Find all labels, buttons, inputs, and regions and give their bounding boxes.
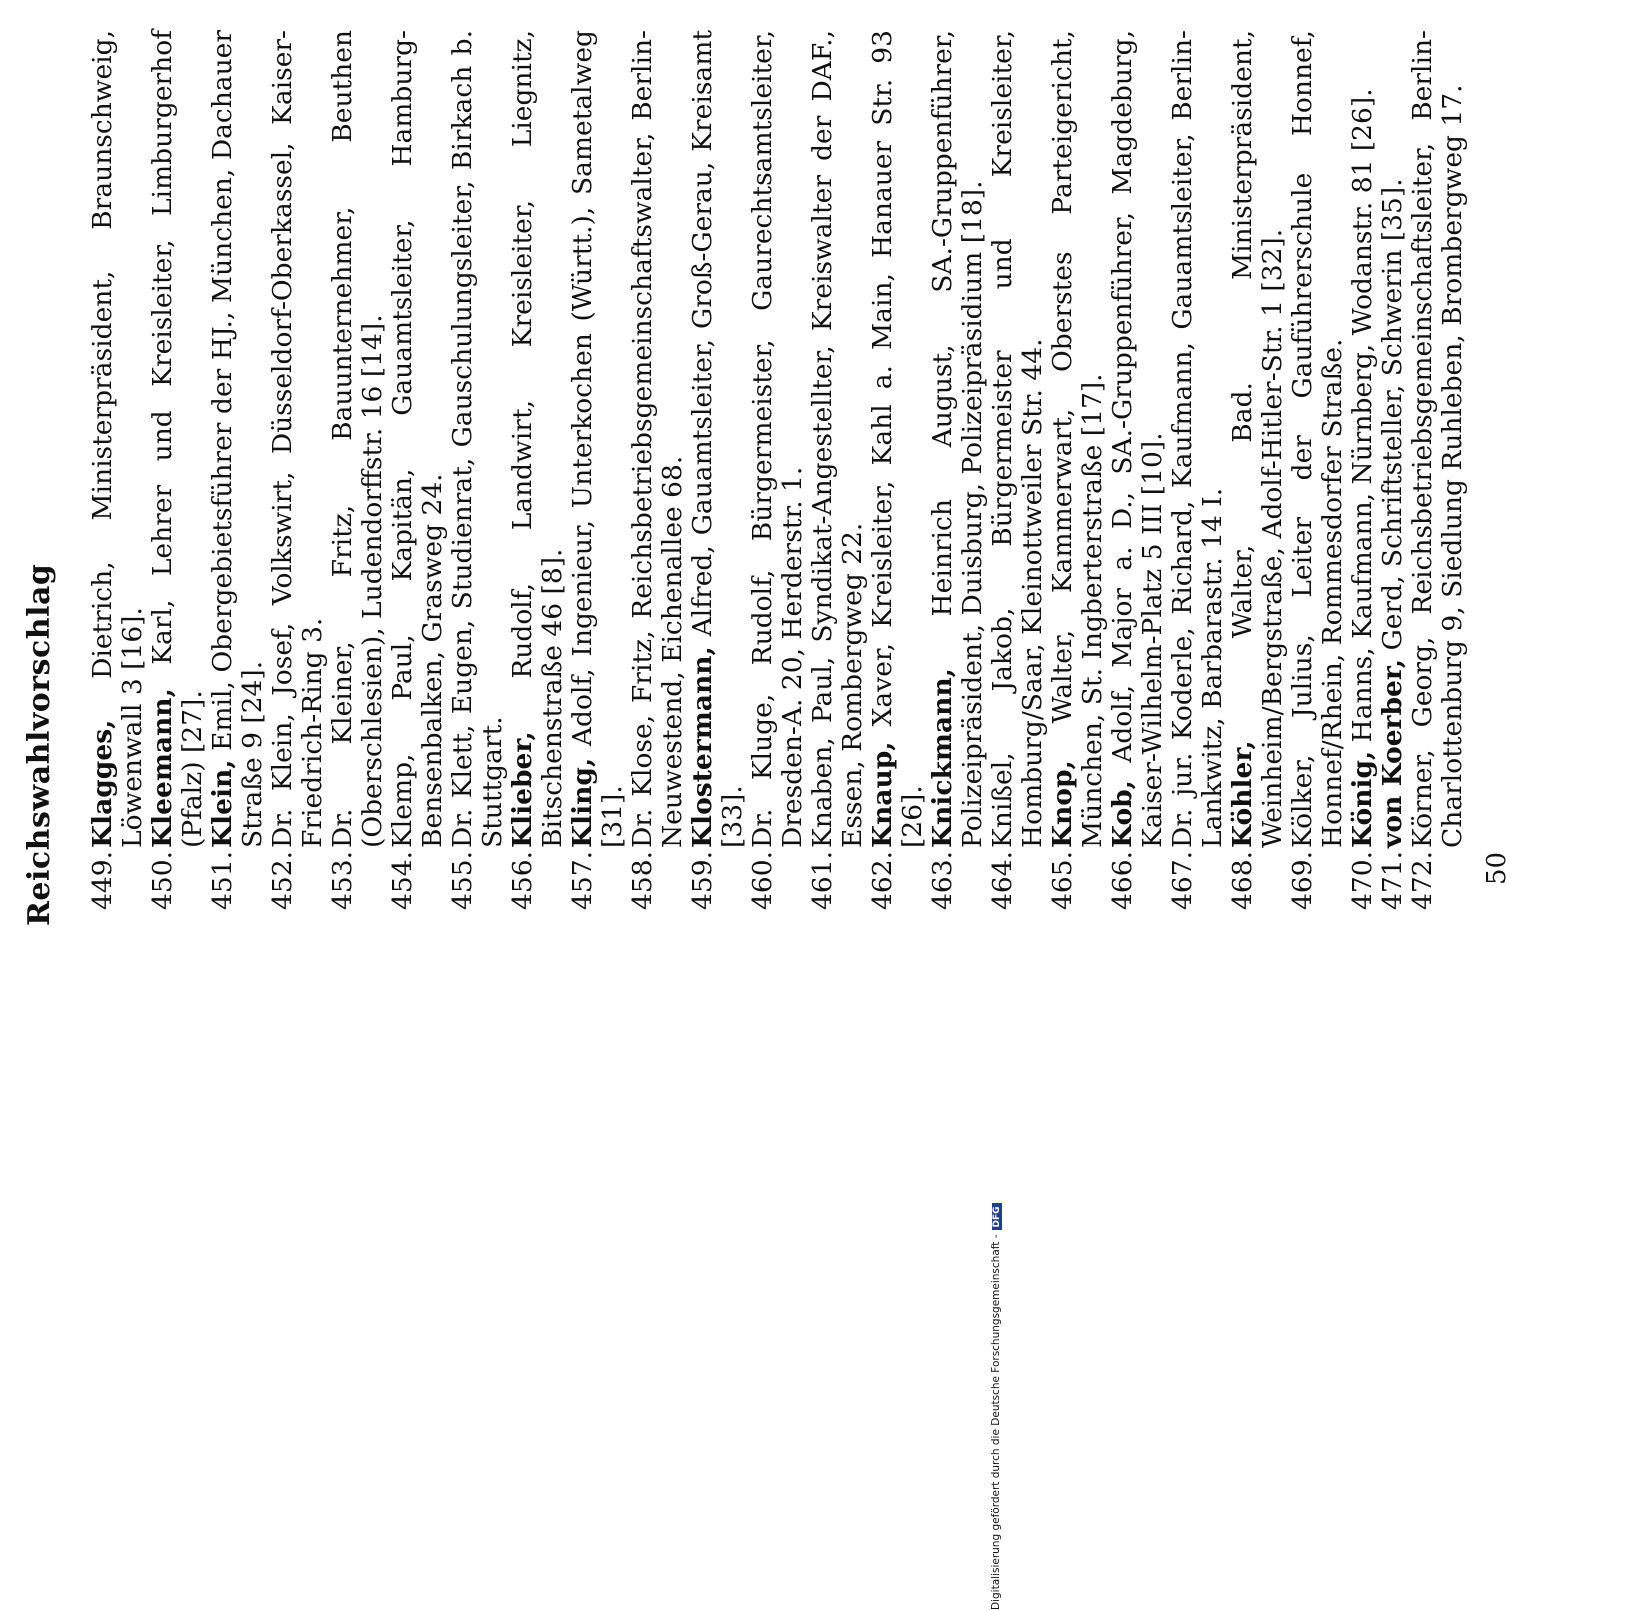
list-item xyxy=(208,30,268,910)
list-item xyxy=(1348,30,1378,910)
list-item xyxy=(748,30,808,910)
entry-text xyxy=(1378,30,1408,848)
list-item xyxy=(448,30,508,910)
entry-text xyxy=(208,30,268,848)
entry-details: Dr. Klett, Eugen, Studienrat, Gauschulungsleiter, Birkach b. Stuttgart. xyxy=(447,30,508,848)
entry-text xyxy=(1348,30,1378,848)
entry-number: 467. xyxy=(1167,850,1198,910)
entry-details: Dr. Kluge, Rudolf, Bürgermeister, Gaurechtsamtsleiter, Dresden-A. 20, Herderstr. 1. xyxy=(747,30,808,848)
page-heading: Reichswahlvorschlag xyxy=(22,563,57,926)
credit-text: Digitalisierung gefördert durch die Deutsche Forschungsgemeinschaft - xyxy=(990,1234,1002,1610)
entry-text xyxy=(1168,30,1228,848)
list-item xyxy=(268,30,328,910)
entry-number: 465. xyxy=(1047,850,1078,910)
entry-details: Dr. Klein, Josef, Volkswirt, Düsseldorf-Oberkassel, Kaiser-Friedrich-Ring 3. xyxy=(267,30,328,848)
entry-text xyxy=(808,30,868,848)
list-item xyxy=(568,30,628,910)
list-item xyxy=(928,30,988,910)
entry-name: König, xyxy=(1347,750,1378,848)
page-number: 50 xyxy=(1482,851,1512,885)
entry-name: Knickmann, xyxy=(927,668,958,848)
entry-text xyxy=(448,30,508,848)
entry-number: 453. xyxy=(327,850,358,910)
list-item xyxy=(1228,30,1288,910)
list-item xyxy=(808,30,868,910)
entry-details: Karl, Lehrer und Kreisleiter, Limburgerhof (Pfalz) [27]. xyxy=(147,30,208,848)
entry-number: 466. xyxy=(1107,850,1138,910)
entry-details: Walter, Kammerwart, Oberstes Parteigericht, München, St. Ingberterstraße [17]. xyxy=(1047,30,1108,848)
entry-text xyxy=(328,30,388,848)
entry-number: 450. xyxy=(147,850,178,910)
list-item xyxy=(388,30,448,910)
entry-details: Körner, Georg, Reichsbetriebsgemeinschaftsleiter, Berlin-Charlottenburg 9, Siedlung Ruhleben, Brombergweg 17. xyxy=(1407,30,1468,848)
list-item xyxy=(1288,30,1348,910)
entry-details: Emil, Obergebietsführer der HJ., München, Dachauer Straße 9 [24]. xyxy=(207,30,268,848)
entry-details: Knaben, Paul, Syndikat-Angestellter, Kreiswalter der DAF., Essen, Rombergweg 22. xyxy=(807,30,868,848)
entry-details: Hanns, Kaufmann, Nürnberg, Wodanstr. 81 [26]. xyxy=(1347,88,1378,751)
entry-list xyxy=(88,30,1468,910)
entry-text xyxy=(88,30,148,848)
entry-number: 457. xyxy=(567,850,598,910)
list-item xyxy=(1048,30,1108,910)
entry-name: Klein, xyxy=(207,759,238,848)
entry-text xyxy=(508,30,568,848)
entry-number: 469. xyxy=(1287,850,1318,910)
entry-text xyxy=(148,30,208,848)
list-item xyxy=(508,30,568,910)
entry-name: Knaup, xyxy=(867,741,898,848)
entry-details: Adolf, Major a. D., SA.-Gruppenführer, Magdeburg, Kaiser-Wilhelm-Platz 5 III [10]. xyxy=(1107,30,1168,848)
entry-details: Rudolf, Landwirt, Kreisleiter, Liegnitz, Bitschenstraße 46 [8]. xyxy=(507,30,568,848)
list-item xyxy=(148,30,208,910)
entry-text xyxy=(1408,30,1468,848)
list-item xyxy=(1378,30,1408,910)
entry-name: Klagges, xyxy=(87,719,118,848)
entry-number: 452. xyxy=(267,850,298,910)
dfg-logo: DFG xyxy=(992,1203,1002,1230)
entry-number: 458. xyxy=(627,850,658,910)
entry-details: Walter, Bad. Ministerpräsident, Weinheim/Bergstraße, Adolf-Hitler-Str. 1 [32]. xyxy=(1227,30,1288,848)
list-item xyxy=(688,30,748,910)
entry-name: Kob, xyxy=(1107,780,1138,848)
entry-number: 449. xyxy=(87,850,118,910)
entry-number: 460. xyxy=(747,850,778,910)
entry-details: Dr. jur. Koderle, Richard, Kaufmann, Gauamtsleiter, Berlin-Lankwitz, Barbarastr. 14 I. xyxy=(1167,30,1228,848)
entry-name: Klostermann, xyxy=(687,646,718,848)
entry-number: 472. xyxy=(1407,850,1438,910)
entry-number: 456. xyxy=(507,850,538,910)
list-item xyxy=(88,30,148,910)
entry-details: Gerd, Schriftsteller, Schwerin [35]. xyxy=(1377,178,1408,659)
entry-text xyxy=(1108,30,1168,848)
entry-name: Köhler, xyxy=(1227,740,1258,848)
entry-name: Knop, xyxy=(1047,760,1078,848)
entry-number: 459. xyxy=(687,850,718,910)
entry-text xyxy=(628,30,688,848)
entry-number: 468. xyxy=(1227,850,1258,910)
list-item xyxy=(328,30,388,910)
entry-text xyxy=(1228,30,1288,848)
entry-details: Adolf, Ingenieur, Unterkochen (Württ.), Sametalweg [31]. xyxy=(567,30,628,848)
entry-number: 454. xyxy=(387,850,418,910)
list-item xyxy=(868,30,928,910)
entry-details: Alfred, Gauamtsleiter, Groß-Gerau, Kreisamt [33]. xyxy=(687,30,748,848)
entry-number: 470. xyxy=(1347,850,1378,910)
entry-name: von Koerber, xyxy=(1377,658,1408,848)
entry-details: Heinrich August, SA.-Gruppenführer, Polizeipräsident, Duisburg, Polizeipräsidium [18]. xyxy=(927,30,988,848)
entry-details: Kölker, Julius, Leiter der Gauführerschule Honnef, Honnef/Rhein, Rommesdorfer Straße. xyxy=(1287,30,1348,848)
entry-name: Klieber, xyxy=(507,731,538,848)
entry-text xyxy=(928,30,988,848)
entry-details: Klemp, Paul, Kapitän, Gauamtsleiter, Hamburg-Bensenbalken, Grasweg 24. xyxy=(387,30,448,848)
entry-name: Kleemann, xyxy=(147,688,178,848)
entry-text xyxy=(568,30,628,848)
entry-details: Dietrich, Ministerpräsident, Braunschweig, Löwenwall 3 [16]. xyxy=(87,30,148,848)
entry-text xyxy=(868,30,928,848)
list-item xyxy=(1108,30,1168,910)
list-item xyxy=(628,30,688,910)
entry-number: 471. xyxy=(1377,850,1408,910)
entry-number: 455. xyxy=(447,850,478,910)
entry-number: 461. xyxy=(807,850,838,910)
entry-details: Dr. Klose, Fritz, Reichsbetriebsgemeinschaftswalter, Berlin-Neuwestend, Eichenallee 68. xyxy=(627,30,688,848)
entry-text xyxy=(268,30,328,848)
entry-text xyxy=(388,30,448,848)
entry-number: 463. xyxy=(927,850,958,910)
list-item xyxy=(1168,30,1228,910)
entry-text xyxy=(688,30,748,848)
entry-details: Knißel, Jakob, Bürgermeister und Kreisleiter, Homburg/Saar, Kleinottweiler Str. 44. xyxy=(987,30,1048,848)
entry-text xyxy=(1048,30,1108,848)
digitization-credit xyxy=(990,610,1002,1610)
list-item xyxy=(1408,30,1468,910)
entry-name: Kling, xyxy=(567,757,598,848)
entry-number: 464. xyxy=(987,850,1018,910)
entry-text xyxy=(748,30,808,848)
entry-details: Xaver, Kreisleiter, Kahl a. Main, Hanauer Str. 93 [26]. xyxy=(867,30,928,848)
entry-text xyxy=(1288,30,1348,848)
entry-details: Dr. Kleiner, Fritz, Bauunternehmer, Beuthen (Oberschlesien), Ludendorffstr. 16 [14]. xyxy=(327,30,388,848)
entry-number: 462. xyxy=(867,850,898,910)
entry-number: 451. xyxy=(207,850,238,910)
